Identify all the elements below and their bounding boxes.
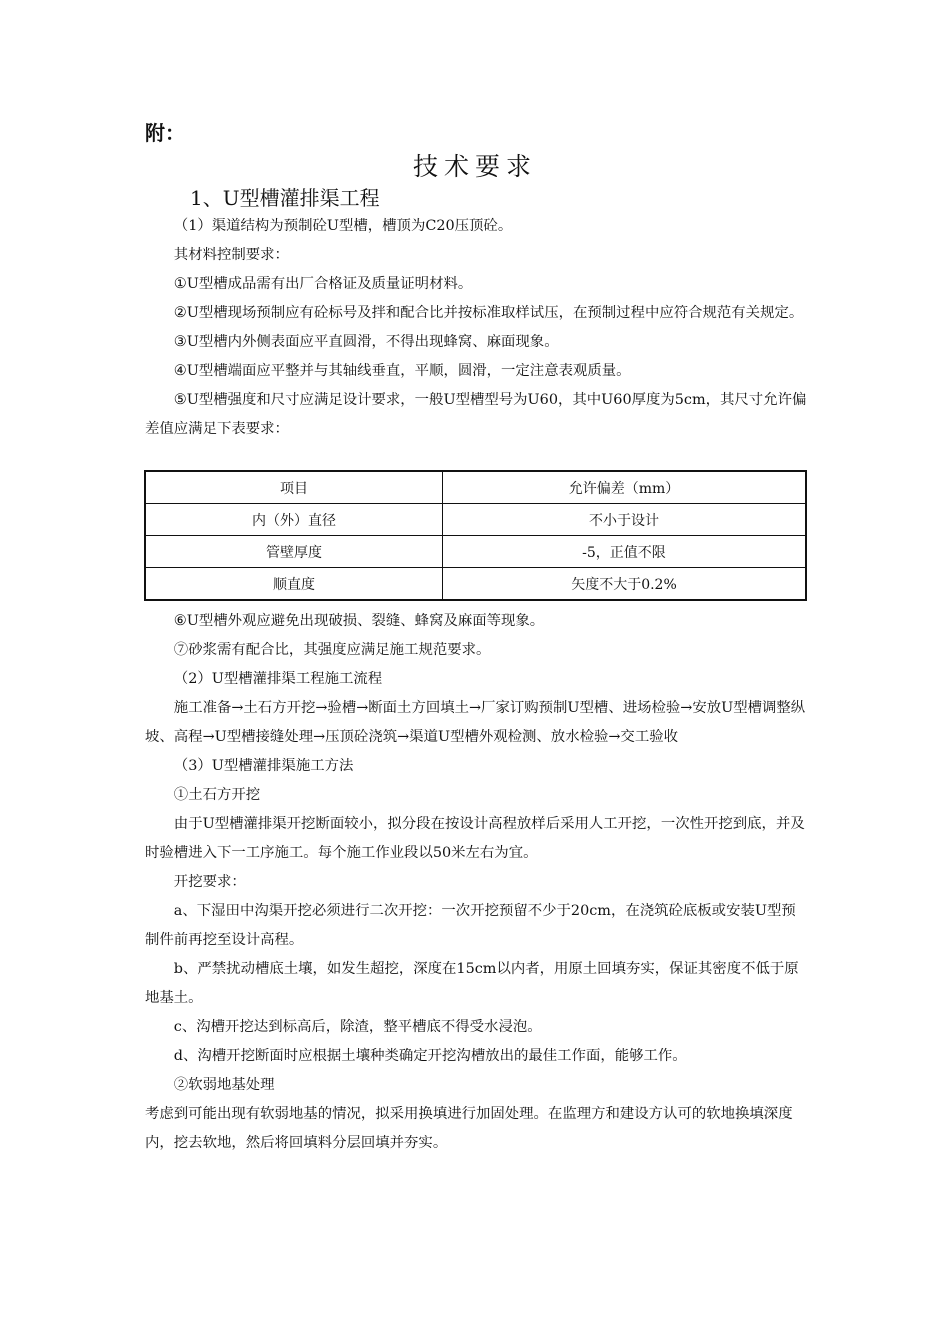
- material-requirements-intro: 其材料控制要求：: [173, 247, 289, 263]
- construction-method-heading: （3）U型槽灌排渠施工方法: [173, 758, 354, 774]
- soft-foundation-paragraph: 考虑到可能出现有软弱地基的情况，拟采用换填进行加固处理。在监理方和建设方认可的软地换填深度内，挖去软地，然后将回填料分层回填并夯实。: [145, 1106, 793, 1151]
- table-header-cell: 允许偏差（mm）: [443, 471, 807, 504]
- excavation-requirement-c: c、沟槽开挖达到标高后，除渣，整平槽底不得受水浸泡。: [173, 1019, 542, 1035]
- annex-label: 附：: [145, 121, 185, 145]
- structure-paragraph: （1）渠道结构为预制砼U型槽，槽顶为C20压顶砼。: [173, 218, 513, 234]
- excavation-requirements-intro: 开挖要求：: [173, 874, 246, 890]
- requirement-4: ④U型槽端面应平整并与其轴线垂直，平顺，圆滑，一定注意表观质量。: [173, 363, 631, 379]
- materials-section: [145, 212, 807, 444]
- excavation-requirement-a: a、下湿田中沟渠开挖必须进行二次开挖：一次开挖预留不少于20cm，在浇筑砼底板或安装U型预制件前再挖至设计高程。: [145, 903, 796, 948]
- process-flow-heading: （2）U型槽灌排渠工程施工流程: [173, 671, 383, 687]
- table-header-cell: 项目: [145, 471, 443, 504]
- table-cell: 矢度不大于0.2%: [443, 568, 807, 601]
- table-cell: 不小于设计: [443, 504, 807, 536]
- table-row: [145, 568, 806, 601]
- document-title: 技术要求: [412, 152, 537, 181]
- requirement-3: ③U型槽内外侧表面应平直圆滑，不得出现蜂窝、麻面现象。: [173, 334, 559, 350]
- requirement-2: ②U型槽现场预制应有砼标号及拌和配合比并按标准取样试压，在预制过程中应符合规范有关规定。: [173, 305, 804, 321]
- tolerance-table: [144, 470, 807, 601]
- table-cell: 顺直度: [145, 568, 443, 601]
- requirement-1: ①U型槽成品需有出厂合格证及质量证明材料。: [173, 276, 473, 292]
- excavation-heading: ①土石方开挖: [173, 787, 261, 803]
- construction-section: [145, 607, 807, 1158]
- section-heading: 1、U型槽灌排渠工程: [190, 186, 380, 210]
- table-cell: -5，正值不限: [443, 536, 807, 568]
- soft-foundation-heading: ②软弱地基处理: [173, 1077, 275, 1093]
- table-row: [145, 504, 806, 536]
- table-header-row: [145, 471, 806, 504]
- table-cell: 管壁厚度: [145, 536, 443, 568]
- table-row: [145, 536, 806, 568]
- excavation-paragraph: 由于U型槽灌排渠开挖断面较小，拟分段在按设计高程放样后采用人工开挖，一次性开挖到底，并及时验槽进入下一工序施工。每个施工作业段以50米左右为宜。: [145, 816, 805, 861]
- requirement-5: ⑤U型槽强度和尺寸应满足设计要求，一般U型槽型号为U60，其中U60厚度为5cm，其尺寸允许偏差值应满足下表要求：: [145, 392, 807, 437]
- process-flow-paragraph: 施工准备→土石方开挖→验槽→断面土方回填土→厂家订购预制U型槽、进场检验→安放U型槽调整纵坡、高程→U型槽接缝处理→压顶砼浇筑→渠道U型槽外观检测、放水检验→交工验收: [145, 700, 806, 745]
- requirement-6: ⑥U型槽外观应避免出现破损、裂缝、蜂窝及麻面等现象。: [173, 613, 545, 629]
- excavation-requirement-b: b、严禁扰动槽底土壤，如发生超挖，深度在15cm以内者，用原土回填夯实，保证其密度不低于原地基土。: [145, 961, 799, 1006]
- excavation-requirement-d: d、沟槽开挖断面时应根据土壤种类确定开挖沟槽放出的最佳工作面，能够工作。: [173, 1048, 687, 1064]
- table-cell: 内（外）直径: [145, 504, 443, 536]
- requirement-7: ⑦砂浆需有配合比，其强度应满足施工规范要求。: [173, 642, 491, 658]
